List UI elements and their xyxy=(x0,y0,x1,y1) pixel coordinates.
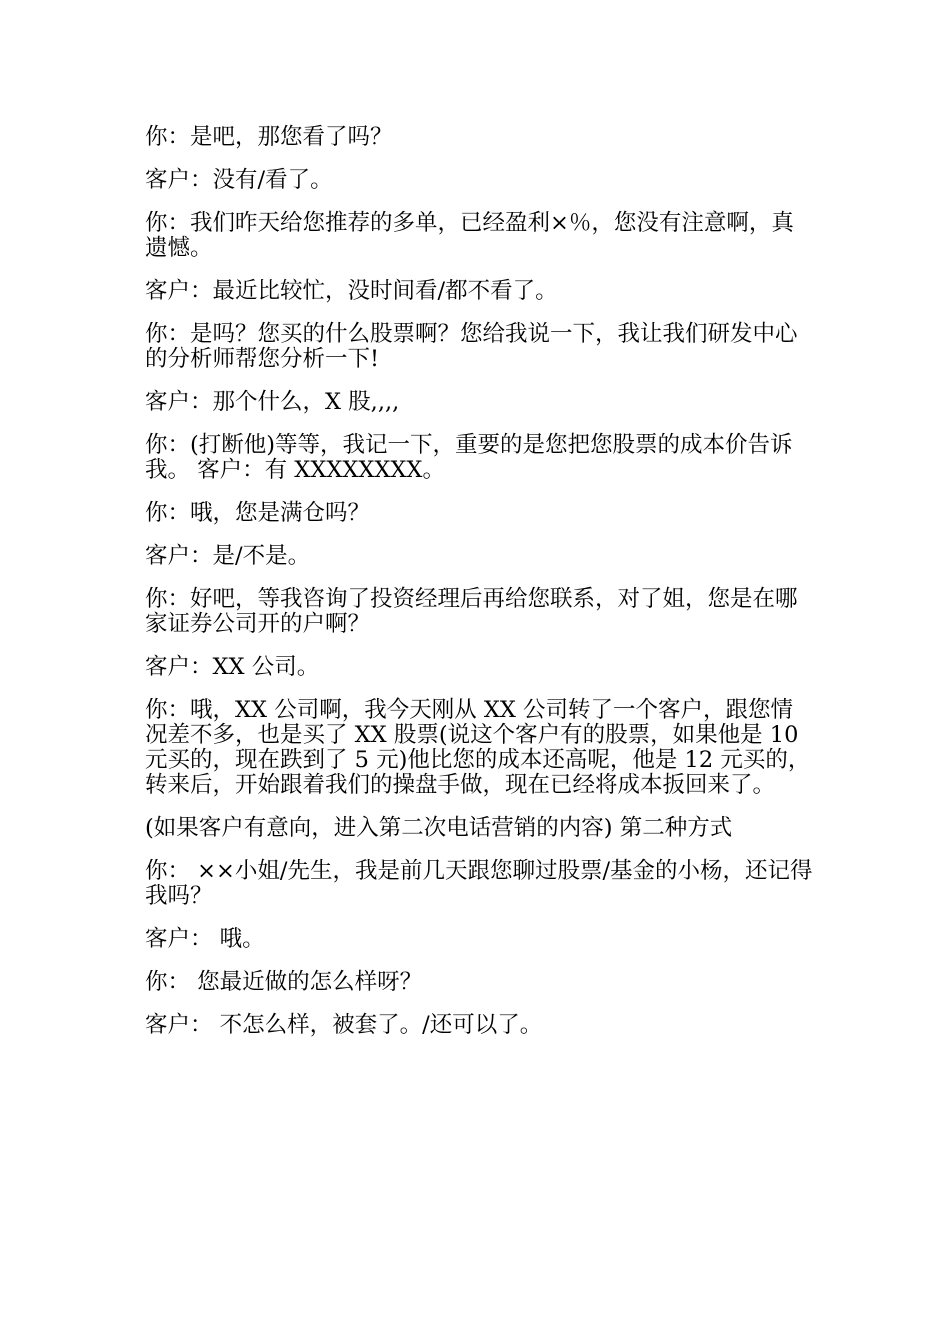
dialogue-line: 客户： 不怎么样，被套了。/还可以了。 xyxy=(145,1012,543,1038)
dialogue-line: 客户：最近比较忙，没时间看/都不看了。 xyxy=(145,278,558,304)
dialogue-line: 客户：是/不是。 xyxy=(145,543,311,569)
dialogue-line: 你：我们昨天给您推荐的多单，已经盈利×％，您没有注意啊，真遗憾。 xyxy=(145,210,794,261)
dialogue-line: 客户： 哦。 xyxy=(145,926,265,952)
dialogue-line: 客户：没有/看了。 xyxy=(145,167,333,193)
dialogue-line: 你：是吗？您买的什么股票啊？您给我说一下，我让我们研发中心的分析师帮您分析一下! xyxy=(145,321,798,372)
dialogue-line: 你：哦，您是满仓吗？ xyxy=(145,500,371,526)
dialogue-line: 客户：那个什么，X 股,,,, xyxy=(145,389,400,415)
document-body xyxy=(145,125,815,1056)
dialogue-line: 你：好吧，等我咨询了投资经理后再给您联系，对了姐，您是在哪家证券公司开的户啊？ xyxy=(145,586,798,637)
section-note: (如果客户有意向，进入第二次电话营销的内容) 第二种方式 xyxy=(145,815,733,841)
dialogue-line: 你： ××小姐/先生，我是前几天跟您聊过股票/基金的小杨，还记得我吗？ xyxy=(145,858,813,909)
dialogue-line: 客户：XX 公司。 xyxy=(145,654,320,680)
dialogue-line: 你： 您最近做的怎么样呀？ xyxy=(145,969,423,995)
dialogue-line: 你：是吧，那您看了吗？ xyxy=(145,124,393,150)
dialogue-line: 你：哦，XX 公司啊，我今天刚从 XX 公司转了一个客户，跟您情况差不多，也是买了 XX 股票(说这个客户有的股票，如果他是 10 元买的，现在跌到了 5 元)他比您的成本还高呢，他是 12 元买的，转来后，开始跟着我们的操盘手做，现在已经将成本扳回来了。 xyxy=(145,697,811,798)
dialogue-line: 你：(打断他)等等，我记一下，重要的是您把您股票的成本价告诉我。 客户：有 XXXXXXXX。 xyxy=(145,432,793,483)
